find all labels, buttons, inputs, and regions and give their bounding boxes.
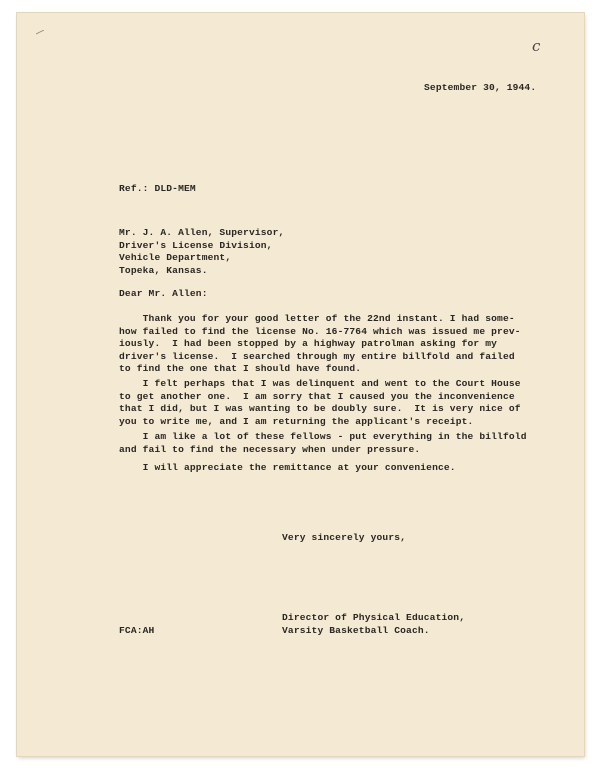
- pencil-tick-mark: [36, 30, 44, 35]
- body-line: and fail to find the necessary when under pressure.: [119, 443, 421, 455]
- reference-line: Ref.: DLD-MEM: [119, 183, 196, 194]
- recipient-line: Vehicle Department,: [119, 252, 232, 264]
- body-line: Thank you for your good letter of the 22nd instant. I had some-: [119, 313, 515, 324]
- recipient-line: Topeka, Kansas.: [119, 264, 208, 276]
- signature-line: Varsity Basketball Coach.: [282, 624, 430, 636]
- body-paragraph-2: [119, 378, 521, 428]
- body-line: to find the one that I should have found.: [119, 363, 362, 375]
- typist-initials: FCA:AH: [119, 625, 155, 636]
- body-line: I will appreciate the remittance at your convenience.: [119, 462, 456, 473]
- body-line: driver's license. I searched through my entire billfold and failed: [119, 350, 515, 362]
- body-line: to get another one. I am sorry that I caused you the inconvenience: [119, 390, 515, 402]
- signature-line: Director of Physical Education,: [282, 612, 466, 623]
- signature-block: [282, 612, 465, 637]
- body-line: iously. I had been stopped by a highway patrolman asking for my: [119, 338, 498, 350]
- body-line: I am like a lot of these fellows - put everything in the billfold: [119, 431, 527, 442]
- recipient-line: Driver's License Division,: [119, 239, 273, 251]
- body-paragraph-3: [119, 431, 527, 456]
- recipient-line: Mr. J. A. Allen, Supervisor,: [119, 227, 285, 238]
- body-paragraph-1: [119, 313, 521, 376]
- body-line: I felt perhaps that I was delinquent and went to the Court House: [119, 378, 521, 389]
- body-paragraph-4: [119, 462, 456, 475]
- letter-date: September 30, 1944.: [424, 82, 537, 93]
- handwritten-corner-mark: c: [532, 37, 541, 55]
- body-line: that I did, but I was wanting to be doubly sure. It is very nice of: [119, 403, 521, 415]
- body-line: how failed to find the license No. 16-7764 which was issued me prev-: [119, 325, 521, 337]
- salutation: Dear Mr. Allen:: [119, 288, 208, 299]
- body-line: you to write me, and I am returning the applicant's receipt.: [119, 415, 474, 427]
- recipient-address: [119, 227, 284, 277]
- closing: Very sincerely yours,: [282, 532, 407, 543]
